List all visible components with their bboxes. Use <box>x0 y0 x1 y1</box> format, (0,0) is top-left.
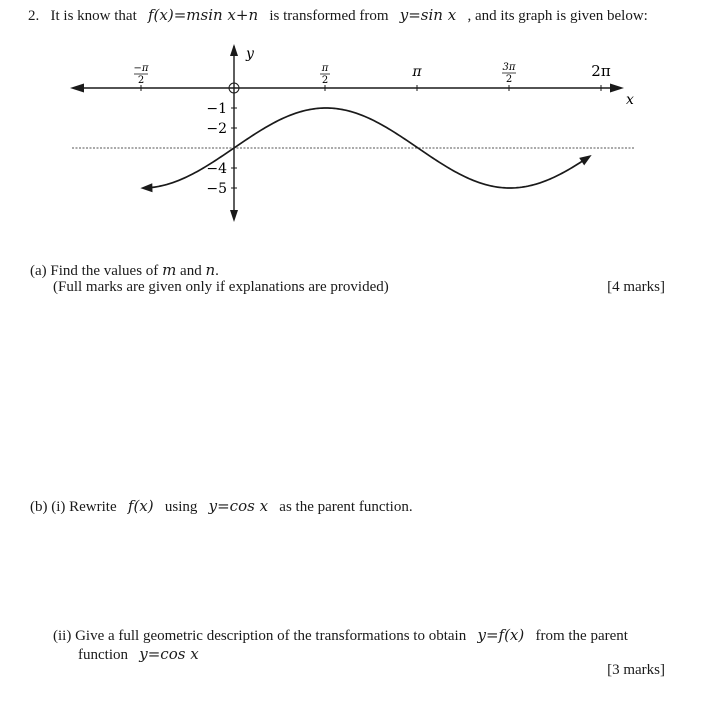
function-word: function <box>78 647 128 663</box>
y-tick-label: −2 <box>206 121 227 137</box>
part-b-ii-line2 <box>78 645 199 664</box>
x-axis-right-arrow <box>610 84 624 93</box>
var-n: n <box>205 261 216 279</box>
x-axis-label: x <box>626 92 634 108</box>
function-graph <box>0 0 711 240</box>
x-tick-denominator: 2 <box>137 75 145 86</box>
and-text: and <box>180 263 202 279</box>
parent-expression: y=sin x <box>399 6 457 24</box>
period: . <box>215 263 219 279</box>
x-tick-3pi-over-2 <box>502 62 516 85</box>
curve-left-arrow <box>140 183 152 192</box>
x-tick-pi-over-2 <box>320 63 330 86</box>
part-b-ii-prompt <box>53 626 628 645</box>
part-b-ii-prefix: (ii) Give a full geometric description of the transformations to obtain <box>53 628 467 644</box>
x-tick-pi: π <box>412 64 422 80</box>
part-b-label: (b) (i) Rewrite <box>30 499 117 515</box>
part-b-marks: [3 marks] <box>607 662 665 678</box>
intro-suffix: , and its graph is given below: <box>467 8 648 24</box>
y-axis-up-arrow <box>230 44 238 56</box>
function-expression: f(x)=msin x+n <box>148 6 259 24</box>
intro-middle: is transformed from <box>269 8 389 24</box>
x-tick-denominator: 2 <box>321 75 329 86</box>
var-m: m <box>162 261 177 279</box>
part-b-ii-suffix: from the parent <box>535 628 628 644</box>
curve-right-arrow <box>579 155 591 165</box>
y-axis-down-arrow <box>230 210 238 222</box>
x-tick-numerator: π <box>321 63 329 74</box>
part-a-note: (Full marks are given only if explanations are provided) <box>53 279 389 295</box>
y-tick-label: −4 <box>206 161 227 177</box>
part-a-label: (a) Find the values of <box>30 263 159 279</box>
question-number: 2. <box>28 8 40 24</box>
x-tick-neg-pi-over-2 <box>134 63 149 86</box>
cos-parent-expression: y=cos x <box>139 645 199 663</box>
x-tick-numerator: −π <box>133 63 149 74</box>
part-b-i-prompt <box>30 497 413 516</box>
cos-expression: y=cos x <box>208 497 269 515</box>
part-b-suffix: as the parent function. <box>279 499 413 515</box>
fx-expression: f(x) <box>127 497 154 515</box>
y-tick-label: −5 <box>206 181 227 197</box>
part-a-prompt <box>30 261 219 280</box>
x-tick-denominator: 2 <box>505 74 513 85</box>
part-a-marks: [4 marks] <box>607 279 665 295</box>
x-tick-numerator: 3π <box>502 62 516 73</box>
using-text: using <box>164 499 198 515</box>
y-axis-label: y <box>246 46 254 62</box>
fx-target-expression: y=f(x) <box>477 626 525 644</box>
x-axis-left-arrow <box>70 84 84 93</box>
x-tick-2pi: 2π <box>591 62 611 80</box>
intro-prefix: It is know that <box>50 8 137 24</box>
y-tick-label: −1 <box>206 101 227 117</box>
